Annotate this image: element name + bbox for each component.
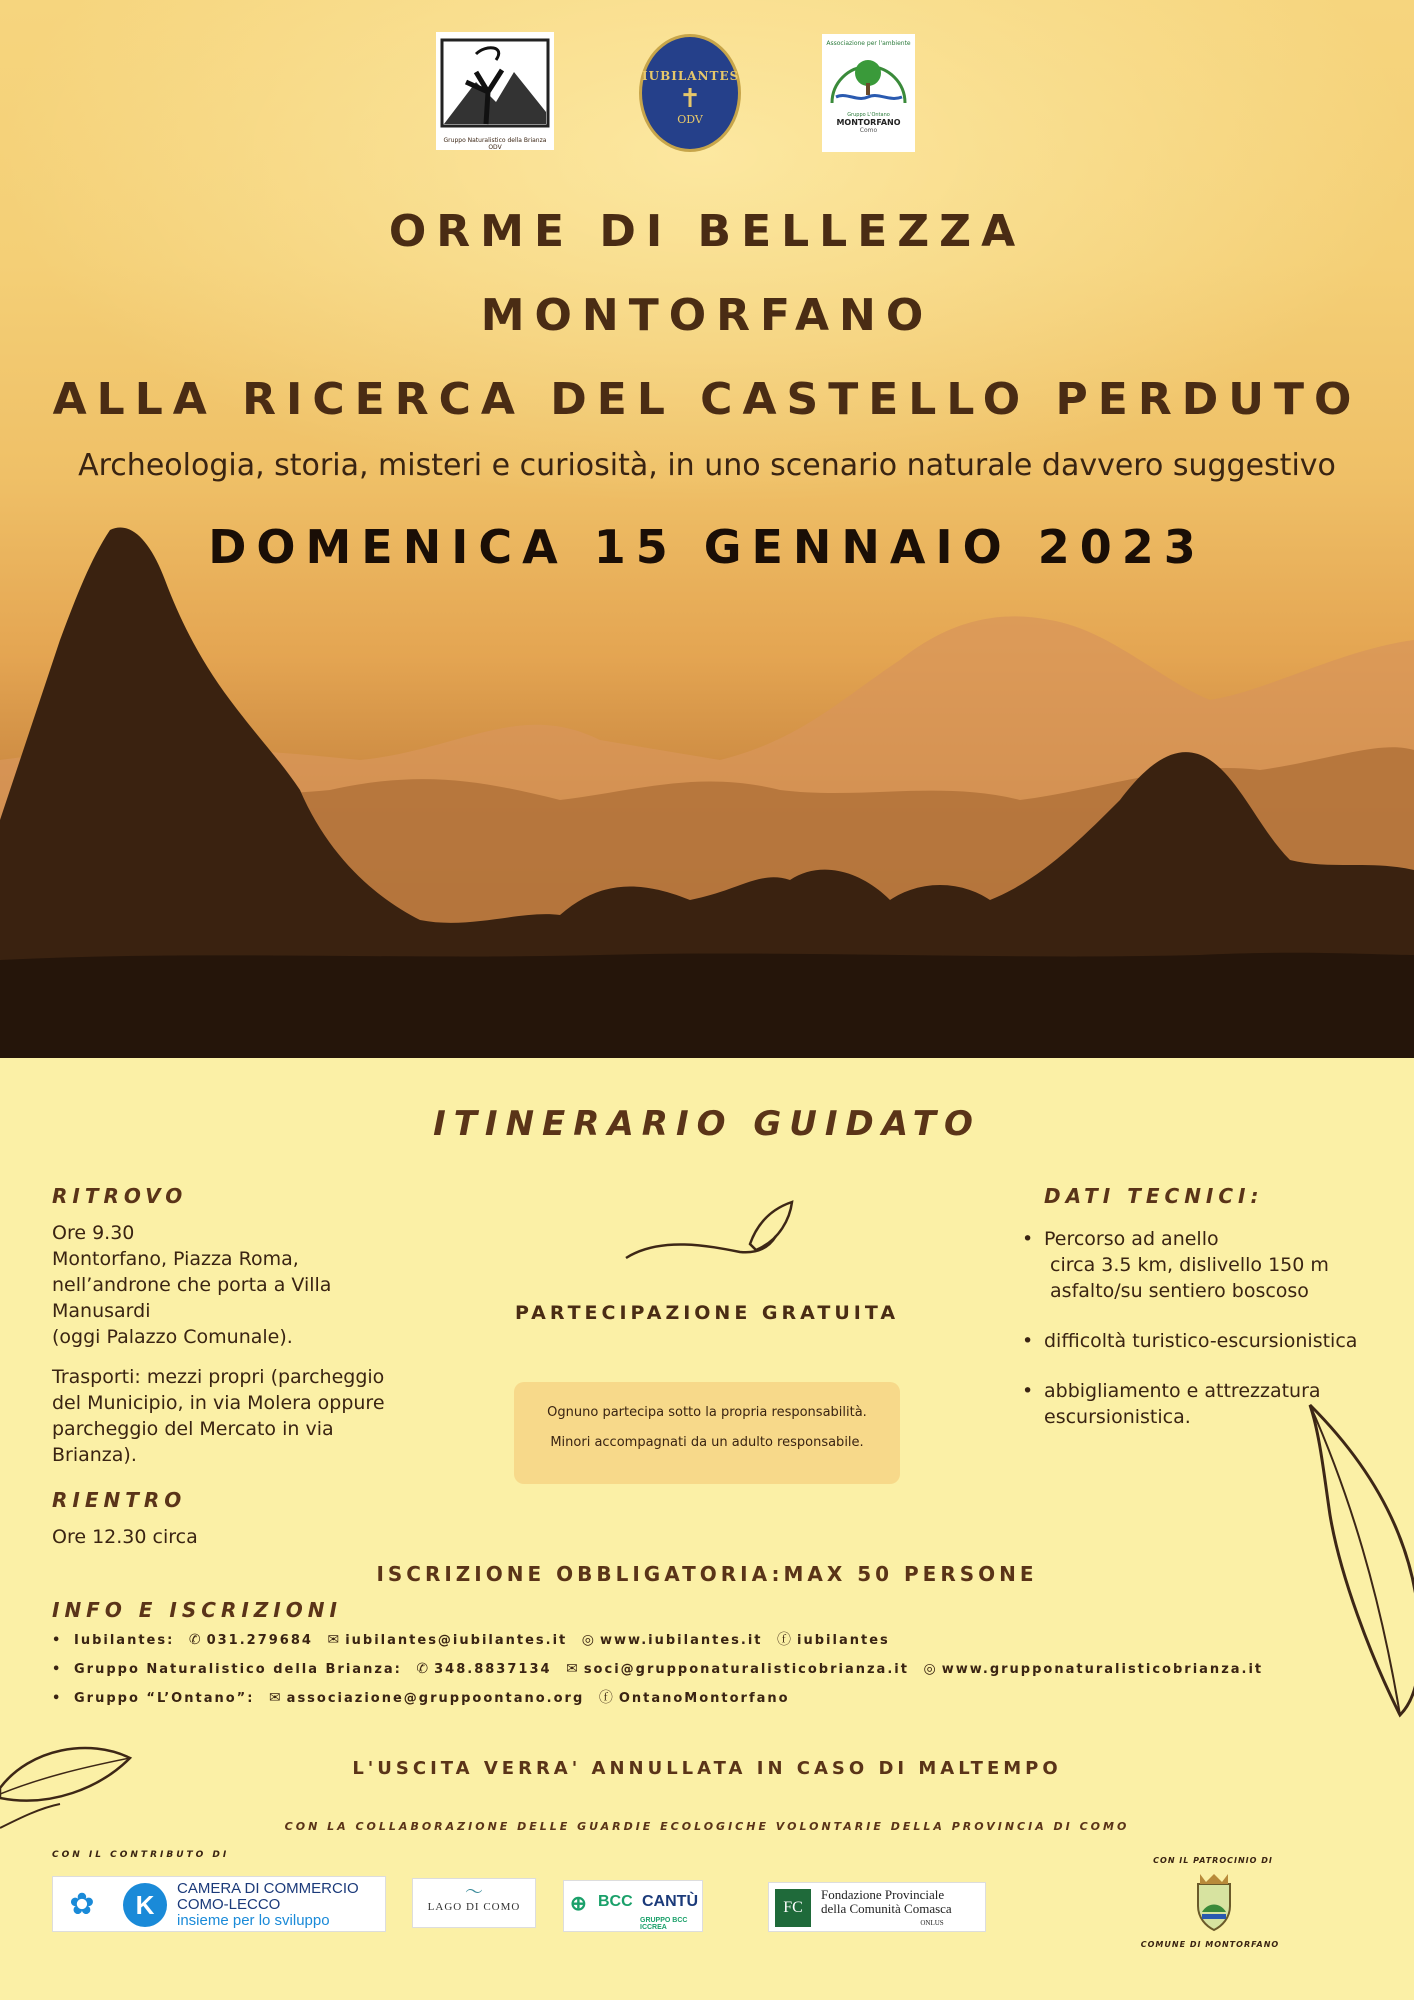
ontano-inner: Gruppo L'Ontano [847, 112, 890, 118]
cantu-text: CANTÙ [642, 1893, 698, 1910]
info-web[interactable]: www.grupponaturalisticobrianza.it [941, 1662, 1264, 1677]
info-heading: INFO E ISCRIZIONI [52, 1598, 342, 1622]
ritrovo-time: Ore 9.30 [52, 1222, 135, 1244]
leaf-branch-icon [620, 1196, 800, 1266]
info-list [52, 1626, 1263, 1713]
lago-text: LAGO DI COMO [427, 1901, 521, 1913]
weather-notice: L'USCITA VERRA' ANNULLATA IN CASO DI MALTEMPO [352, 1758, 1062, 1779]
info-facebook[interactable]: OntanoMontorfano [618, 1691, 790, 1706]
pattern-icon: ✿ [69, 1888, 95, 1921]
info-phone[interactable]: 031.279684 [206, 1633, 313, 1648]
iubilantes-name: IUBILANTES [642, 69, 740, 83]
info-org: Iubilantes: [74, 1633, 175, 1648]
camera-text [177, 1881, 359, 1929]
rientro-heading: RIENTRO [52, 1488, 187, 1512]
tech-item-line: • difficoltà turistico-escursionistica [1044, 1330, 1358, 1352]
contributo-label: CON IL CONTRIBUTO DI [52, 1850, 230, 1860]
tech-item-line: • abbigliamento e attrezzatura [1044, 1380, 1321, 1402]
info-row-iubilantes [52, 1626, 1263, 1655]
info-email[interactable]: associazione@gruppoontano.org [286, 1691, 585, 1706]
tech-item-line: asfalto/su sentiero boscoso [1044, 1280, 1309, 1302]
transport-line: parcheggio del Mercato in via [52, 1418, 334, 1440]
tech-item-line: circa 3.5 km, dislivello 150 m [1044, 1254, 1329, 1276]
camera-l3: insieme per lo sviluppo [177, 1912, 330, 1929]
fond-l1: Fondazione Provinciale [821, 1887, 945, 1902]
title-line-1: ORME DI BELLEZZA [388, 206, 1026, 257]
gnb-caption: Gruppo Naturalistico della Brianza ODV [443, 137, 547, 151]
patrocinio-label: CON IL PATROCINIO DI [1153, 1856, 1273, 1865]
event-date: DOMENICA 15 GENNAIO 2023 [208, 520, 1206, 574]
info-email[interactable]: iubilantes@iubilantes.it [345, 1633, 568, 1648]
facebook-icon: ⓕ [777, 1632, 794, 1648]
info-row-gnb [52, 1655, 1263, 1684]
bcc-text: BCC [598, 1893, 633, 1910]
gnb-logo [436, 32, 554, 150]
ritrovo-heading: RITROVO [52, 1184, 188, 1208]
info-phone[interactable]: 348.8837134 [434, 1662, 552, 1677]
phone-icon: ✆ [188, 1632, 203, 1648]
notice-line-1: Ognuno partecipa sotto la propria responsabilità. [547, 1405, 867, 1420]
transport-line: del Municipio, in via Molera oppure [52, 1392, 385, 1414]
ontano-logo [822, 34, 915, 152]
info-facebook[interactable]: iubilantes [797, 1633, 890, 1648]
transport-line: Brianza). [52, 1444, 137, 1466]
tech-item-line: escursionistica. [1044, 1406, 1191, 1428]
info-row-ontano [52, 1684, 1263, 1713]
transport-line: Trasporti: mezzi propri (parcheggio [52, 1366, 385, 1388]
ontano-arc: Associazione per l'ambiente [826, 40, 911, 47]
web-icon: ◎ [581, 1632, 597, 1648]
fondazione-logo [768, 1882, 986, 1932]
info-web[interactable]: www.iubilantes.it [600, 1633, 763, 1648]
ritrovo-place-line: Montorfano, Piazza Roma, [52, 1248, 299, 1270]
info-email[interactable]: soci@grupponaturalisticobrianza.it [583, 1662, 909, 1677]
rientro-time: Ore 12.30 circa [52, 1526, 198, 1548]
ontano-city: Como [859, 127, 878, 134]
bcc-sub-text: GRUPPO BCC ICCREA [640, 1917, 688, 1931]
title-line-3: ALLA RICERCA DEL CASTELLO PERDUTO [52, 374, 1362, 425]
dati-tecnici-heading: DATI TECNICI: [1044, 1184, 1264, 1208]
subtitle: Archeologia, storia, misteri e curiosità, in uno scenario naturale davvero suggestivo [78, 448, 1336, 483]
fond-l2: della Comunità Comasca [821, 1901, 952, 1916]
info-org: Gruppo “L’Ontano”: [74, 1691, 255, 1706]
participation-label: PARTECIPAZIONE GRATUITA [514, 1302, 900, 1324]
facebook-icon: ⓕ [598, 1690, 615, 1706]
registration-required: ISCRIZIONE OBBLIGATORIA:MAX 50 PERSONE [376, 1562, 1038, 1586]
pilgrim-icon: ✝ [679, 83, 701, 113]
ritrovo-place-line: nell’androne che porta a Villa [52, 1274, 332, 1296]
fondazione-mark-icon: FC [775, 1889, 811, 1927]
bcc-mark-icon: ⊕ [570, 1893, 587, 1915]
tech-item [1022, 1328, 1382, 1354]
comune-crest-icon [1192, 1872, 1236, 1932]
bcc-cantu-logo [563, 1880, 703, 1932]
iubilantes-sub: ODV [677, 113, 703, 126]
iubilantes-logo [639, 34, 741, 152]
info-org: Gruppo Naturalistico della Brianza: [74, 1662, 402, 1677]
email-icon: ✉ [327, 1632, 342, 1648]
camera-l1: CAMERA DI COMMERCIO [177, 1880, 359, 1897]
transport-info [52, 1364, 385, 1468]
camera-l2: COMO-LECCO [177, 1896, 281, 1913]
collaboration-text: CON LA COLLABORAZIONE DELLE GUARDIE ECOLOGICHE VOLONTARIE DELLA PROVINCIA DI COMO [284, 1820, 1130, 1833]
tree-hand-icon [436, 32, 554, 132]
ritrovo-place-line: Manusardi [52, 1300, 151, 1322]
ritrovo-place-line: (oggi Palazzo Comunale). [52, 1326, 293, 1348]
title-line-2: MONTORFANO [480, 290, 934, 341]
phone-icon: ✆ [416, 1661, 431, 1677]
email-icon: ✉ [566, 1661, 580, 1677]
lago-di-como-logo [412, 1878, 536, 1928]
comune-label: COMUNE DI MONTORFANO [1140, 1940, 1280, 1949]
fondazione-text [821, 1888, 952, 1930]
email-icon: ✉ [268, 1690, 283, 1706]
camera-commercio-logo [52, 1876, 386, 1932]
itinerary-title: ITINERARIO GUIDATO [433, 1104, 981, 1144]
tech-item [1022, 1226, 1382, 1304]
ritrovo-place [52, 1246, 331, 1350]
fond-l3: ONLUS [920, 1919, 944, 1927]
lake-wave-icon: 〜 [465, 1882, 483, 1902]
responsibility-notice [514, 1382, 900, 1484]
tech-item-line: • Percorso ad anello [1044, 1228, 1219, 1250]
leaf-outline-icon [1300, 1395, 1414, 1725]
chevron-badge-icon: K [123, 1883, 167, 1927]
notice-line-2: Minori accompagnati da un adulto responsabile. [550, 1435, 864, 1450]
web-icon: ◎ [923, 1661, 938, 1677]
tree-wave-icon [822, 47, 915, 107]
ontano-place: MONTORFANO [836, 118, 901, 127]
